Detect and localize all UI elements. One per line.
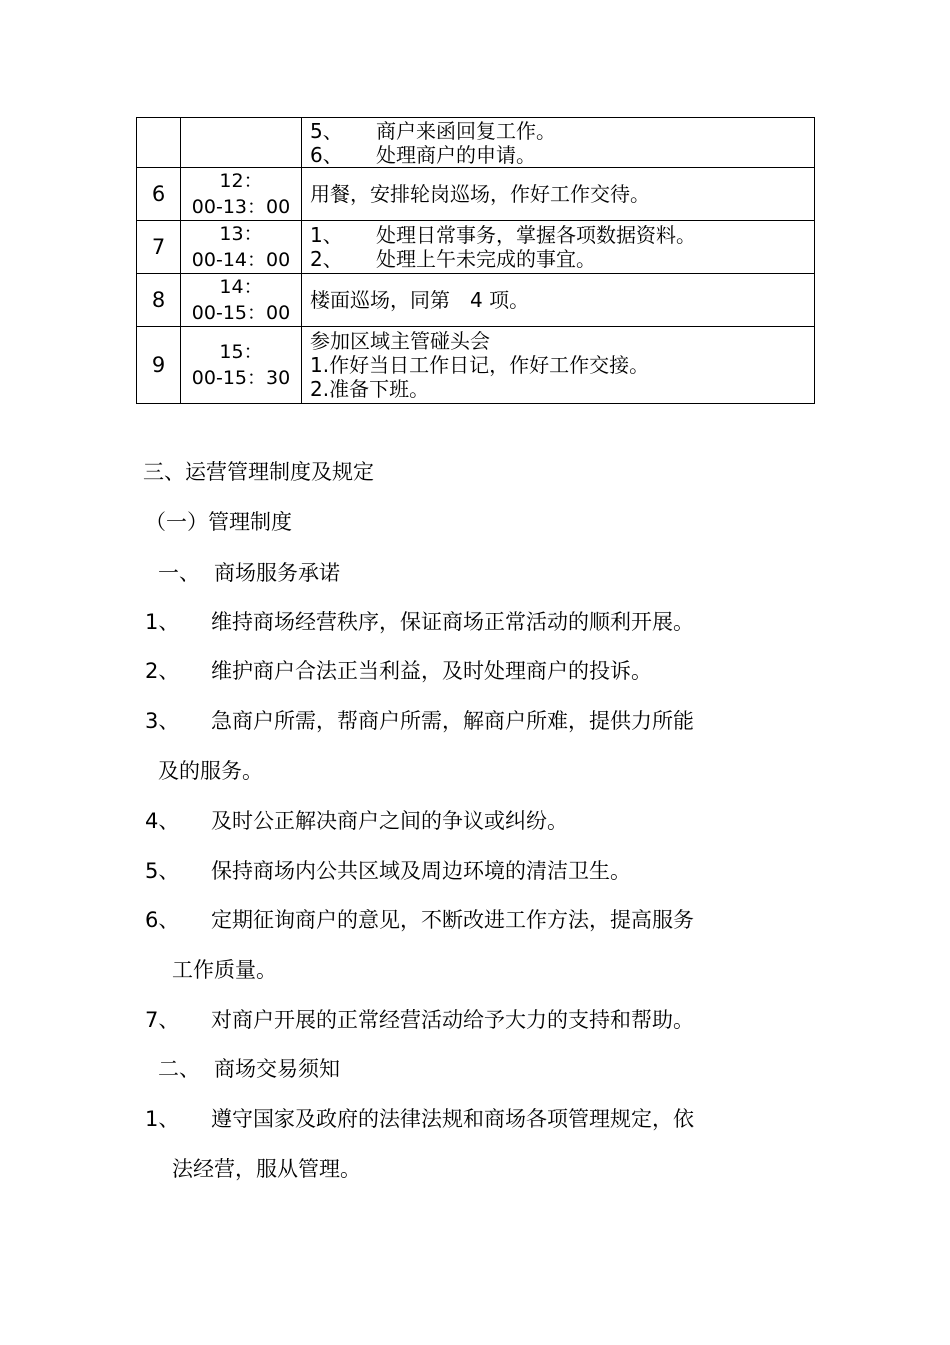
row-tasks — [302, 274, 815, 327]
table-row — [137, 327, 815, 404]
part1-heading: 一、 商场服务承诺 — [158, 561, 340, 585]
subsection-title: （一）管理制度 — [145, 510, 292, 534]
section-title: 三、运营管理制度及规定 — [143, 460, 374, 484]
list-item-continuation: 法经营，服从管理。 — [172, 1157, 361, 1181]
row-number: 7 — [137, 221, 181, 274]
task-line: 5、 商户来函回复工作。 — [310, 118, 556, 143]
table-row — [137, 274, 815, 327]
row-time — [181, 118, 302, 168]
task-line: 2、 处理上午未完成的事宜。 — [310, 247, 596, 271]
table-row — [137, 118, 815, 168]
list-item: 3、 急商户所需，帮商户所需，解商户所难，提供力所能 — [145, 709, 694, 733]
task-line: 2.准备下班。 — [310, 377, 430, 401]
row-number — [137, 118, 181, 168]
list-item: 6、 定期征询商户的意见，不断改进工作方法，提高服务 — [145, 908, 694, 932]
row-tasks — [302, 118, 815, 168]
list-item-continuation: 及的服务。 — [158, 759, 263, 783]
part2-heading: 二、 商场交易须知 — [158, 1057, 340, 1081]
table-row — [137, 221, 815, 274]
row-number: 8 — [137, 274, 181, 327]
list-item: 5、 保持商场内公共区域及周边环境的清洁卫生。 — [145, 859, 631, 883]
task-line: 1.作好当日工作日记，作好工作交接。 — [310, 353, 650, 377]
row-time: 14： 00-15：00 — [181, 274, 302, 327]
row-tasks — [302, 221, 815, 274]
task-line: 楼面巡场，同第 4 项。 — [310, 288, 530, 312]
row-tasks — [302, 168, 815, 221]
task-line: 用餐，安排轮岗巡场，作好工作交待。 — [310, 182, 650, 206]
list-item: 1、 遵守国家及政府的法律法规和商场各项管理规定，依 — [145, 1107, 694, 1131]
list-item-continuation: 工作质量。 — [172, 958, 277, 982]
row-time: 15： 00-15：30 — [181, 327, 302, 404]
row-number: 6 — [137, 168, 181, 221]
task-line: 1、 处理日常事务，掌握各项数据资料。 — [310, 223, 696, 247]
row-number: 9 — [137, 327, 181, 404]
list-item: 4、 及时公正解决商户之间的争议或纠纷。 — [145, 809, 568, 833]
schedule-table — [136, 117, 815, 404]
row-time: 12： 00-13：00 — [181, 168, 302, 221]
list-item: 7、 对商户开展的正常经营活动给予大力的支持和帮助。 — [145, 1008, 694, 1032]
list-item: 2、 维护商户合法正当利益，及时处理商户的投诉。 — [145, 659, 652, 683]
row-time: 13： 00-14：00 — [181, 221, 302, 274]
row-tasks — [302, 327, 815, 404]
list-item: 1、 维持商场经营秩序，保证商场正常活动的顺利开展。 — [145, 610, 694, 634]
task-line: 6、 处理商户的申请。 — [310, 142, 536, 167]
task-line: 参加区域主管碰头会 — [310, 329, 490, 353]
table-row — [137, 168, 815, 221]
